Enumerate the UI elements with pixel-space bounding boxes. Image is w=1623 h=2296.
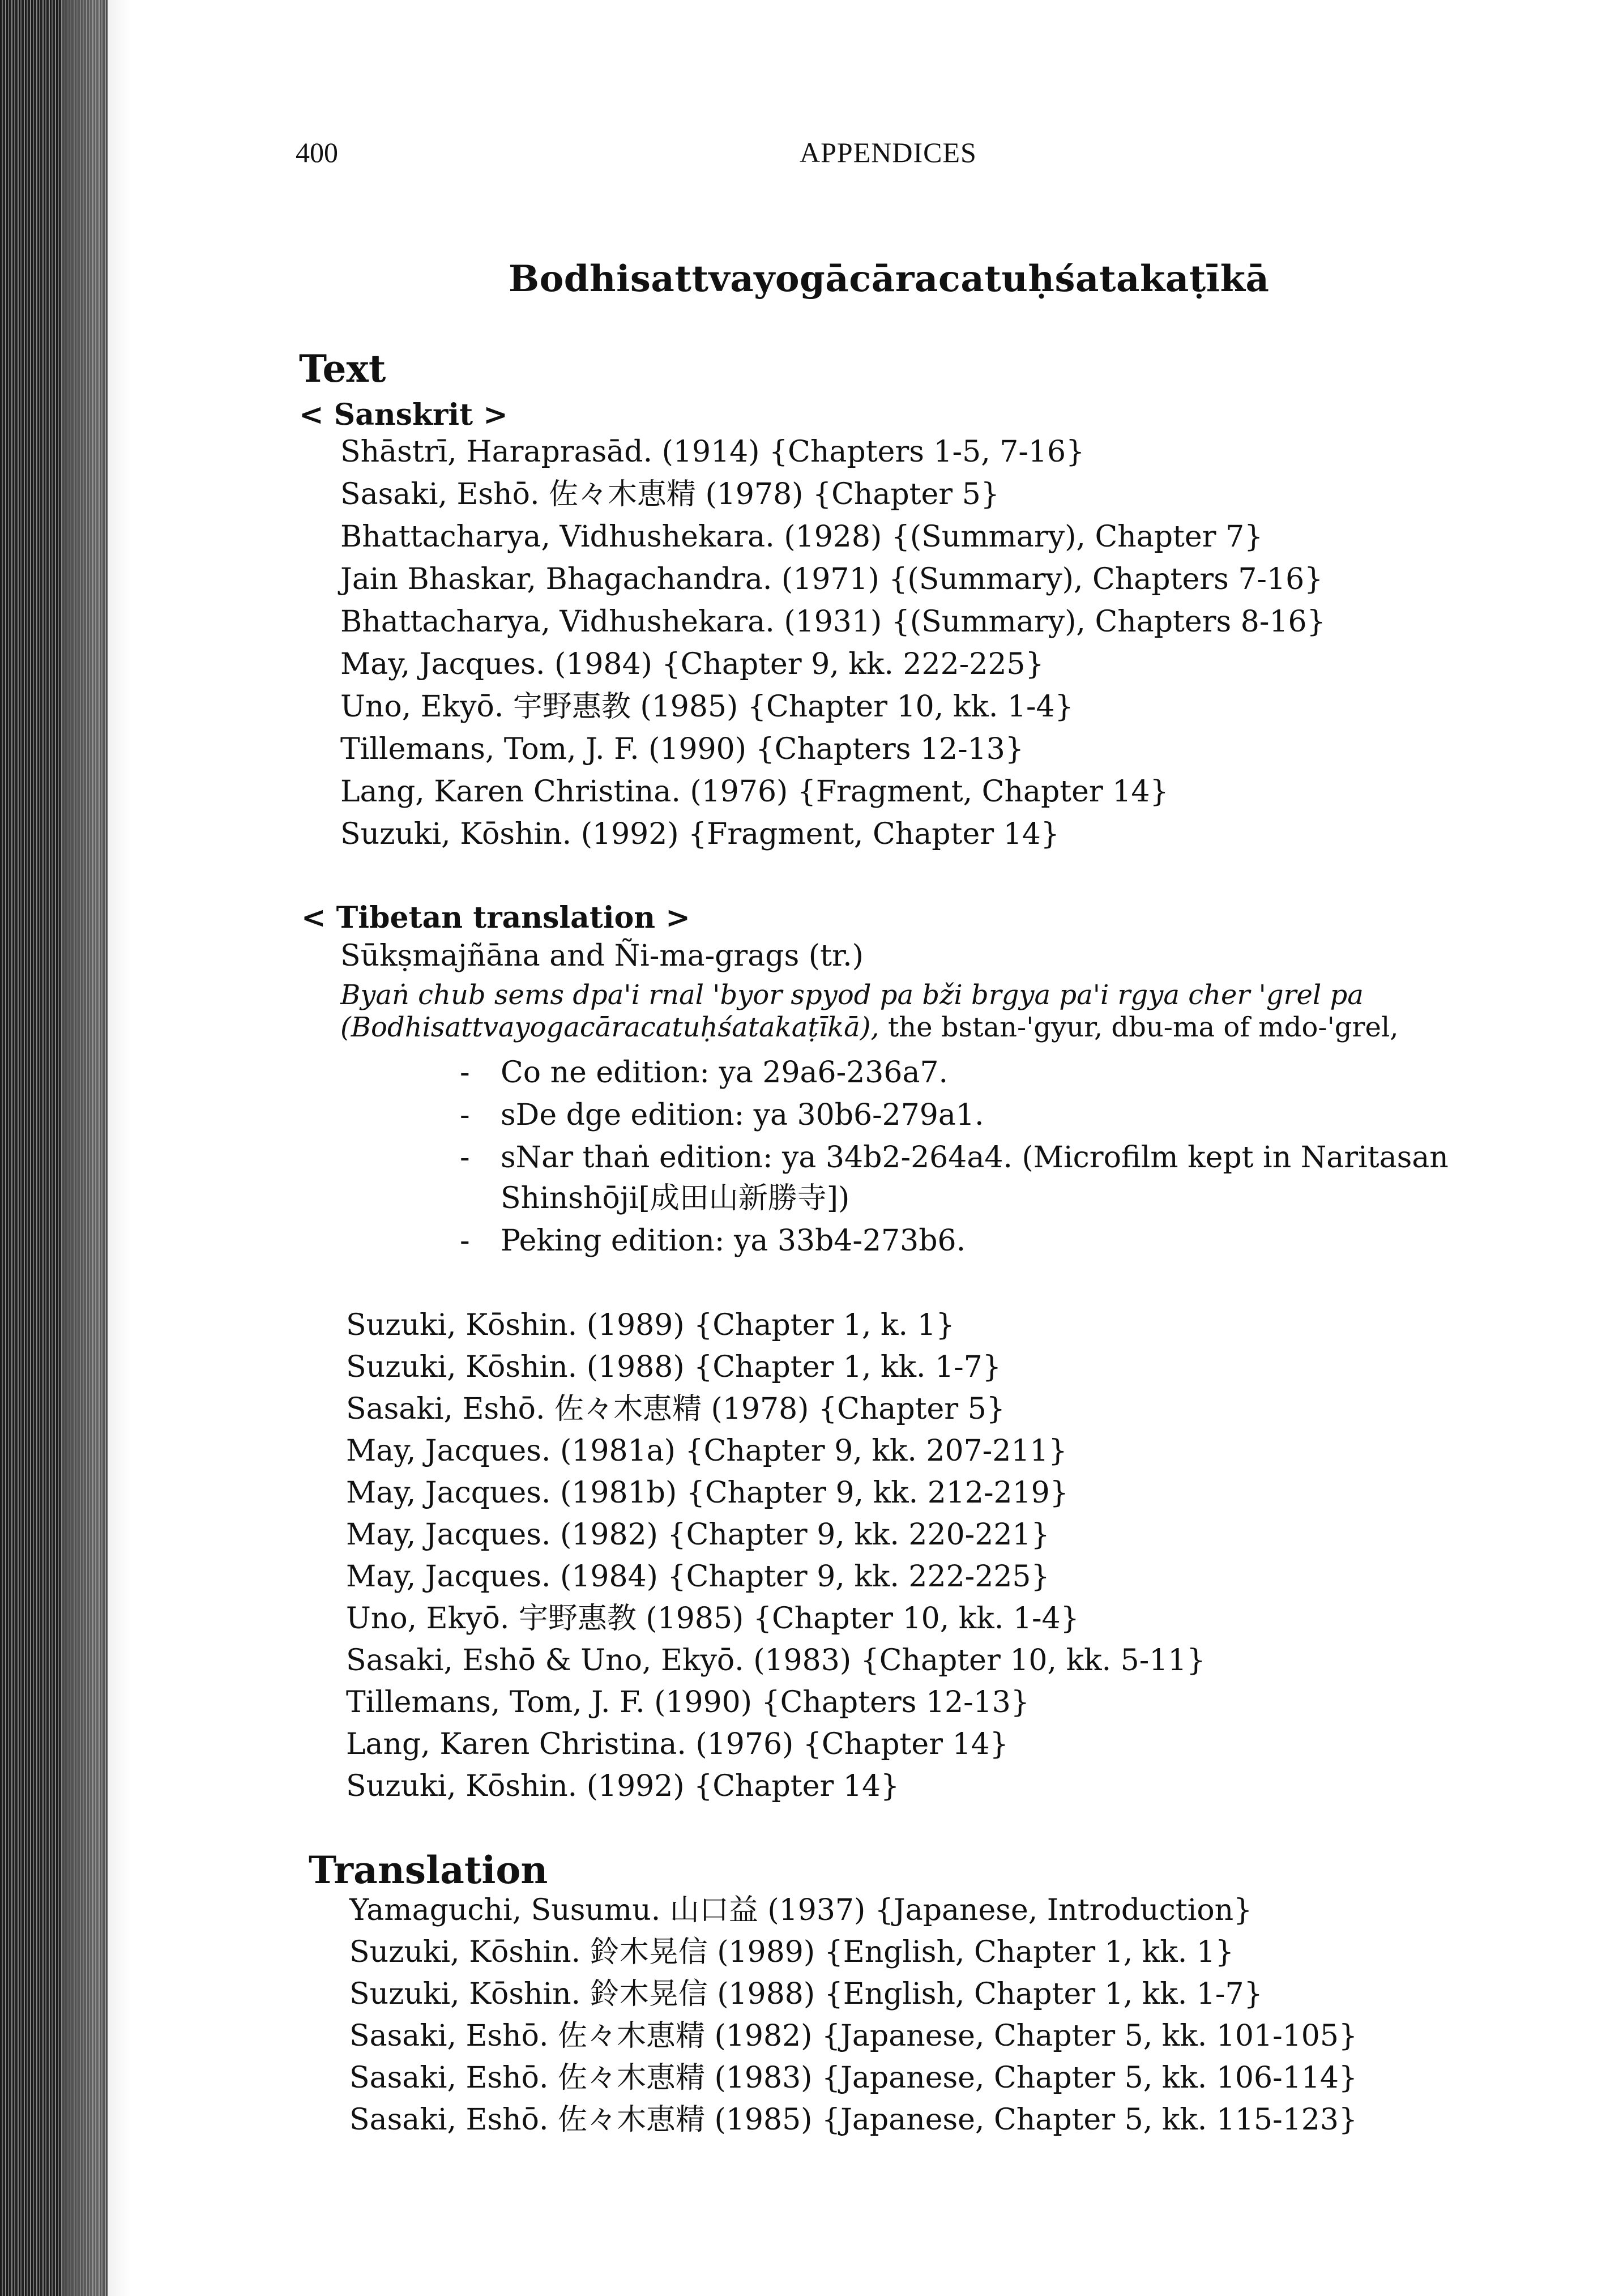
tibetan-entry: May, Jacques. (1984) {Chapter 9, kk. 222-225} [346, 1560, 1050, 1594]
edition-label: Peking edition: ya 33b4-273b6. [501, 1224, 966, 1258]
sanskrit-entry: Jain Bhaskar, Bhagachandra. (1971) {(Summary), Chapters 7-16} [340, 562, 1323, 596]
sanskrit-entry: Suzuki, Kōshin. (1992) {Fragment, Chapter 14} [340, 817, 1060, 851]
tibetan-entry: Sasaki, Eshō & Uno, Ekyō. (1983) {Chapter 10, kk. 5-11} [346, 1644, 1206, 1678]
tibetan-entry: Suzuki, Kōshin. (1988) {Chapter 1, kk. 1-7} [346, 1350, 1001, 1384]
tibetan-entry: Lang, Karen Christina. (1976) {Chapter 14} [346, 1727, 1009, 1761]
tibetan-work-title-cont [340, 1014, 1399, 1041]
edition-item: - Peking edition: ya 33b4-273b6. [460, 1224, 966, 1258]
tibetan-entry: Suzuki, Kōshin. (1992) {Chapter 14} [346, 1769, 900, 1803]
document-title: Bodhisattvayogācāracatuḥśatakaṭīkā [509, 258, 1270, 300]
edition-item: - Co ne edition: ya 29a6-236a7. [460, 1056, 949, 1090]
tibetan-entry: May, Jacques. (1982) {Chapter 9, kk. 220-221} [346, 1518, 1050, 1552]
sanskrit-subheading: < Sanskrit > [299, 398, 508, 432]
tibetan-entry: Uno, Ekyō. 宇野惠教 (1985) {Chapter 10, kk. 1-4} [346, 1602, 1079, 1636]
page-number: 400 [296, 136, 338, 168]
edition-item: - sDe dge edition: ya 30b6-279a1. [460, 1098, 984, 1132]
sanskrit-entry: Uno, Ekyō. 宇野惠教 (1985) {Chapter 10, kk. 1-4} [340, 690, 1074, 724]
sanskrit-entry: Bhattacharya, Vidhushekara. (1928) {(Summary), Chapter 7} [340, 520, 1263, 554]
edition-label: Co ne edition: ya 29a6-236a7. [501, 1056, 949, 1090]
running-header: APPENDICES [800, 136, 977, 168]
translation-entry: Sasaki, Eshō. 佐々木恵精 (1985) {Japanese, Chapter 5, kk. 115-123} [349, 2103, 1357, 2137]
tibetan-entry: May, Jacques. (1981b) {Chapter 9, kk. 212-219} [346, 1476, 1069, 1510]
tibetan-subheading: < Tibetan translation > [301, 901, 690, 935]
translation-entry: Yamaguchi, Susumu. 山口益 (1937) {Japanese, Introduction} [349, 1893, 1253, 1927]
sanskrit-entry: Tillemans, Tom, J. F. (1990) {Chapters 12-13} [340, 732, 1024, 766]
canon-reference: the bstan-'gyur, dbu-ma of mdo-'grel, [879, 1012, 1399, 1043]
sanskrit-entry: Lang, Karen Christina. (1976) {Fragment, Chapter 14} [340, 775, 1169, 809]
translation-entry: Suzuki, Kōshin. 鈴木晃信 (1989) {English, Chapter 1, kk. 1} [349, 1935, 1235, 1969]
binding-shadow [62, 0, 130, 2296]
translator-line: Sūkṣmajñāna and Ñi-ma-grags (tr.) [340, 939, 864, 973]
translation-section-heading: Translation [309, 1848, 548, 1892]
edition-label: sDe dge edition: ya 30b6-279a1. [501, 1098, 984, 1132]
tibetan-entry: Suzuki, Kōshin. (1989) {Chapter 1, k. 1} [346, 1308, 955, 1342]
edition-continuation: Shinshōji[成田山新勝寺]) [501, 1181, 850, 1215]
tibetan-entry: May, Jacques. (1981a) {Chapter 9, kk. 207-211} [346, 1434, 1067, 1468]
tibetan-entry: Tillemans, Tom, J. F. (1990) {Chapters 12-13} [346, 1685, 1030, 1719]
sanskrit-entry: Shāstrī, Haraprasād. (1914) {Chapters 1-5, 7-16} [340, 435, 1085, 469]
tibetan-entry: Sasaki, Eshō. 佐々木恵精 (1978) {Chapter 5} [346, 1392, 1005, 1426]
edition-label: sNar thaṅ edition: ya 34b2-264a4. (Microfilm kept in Naritasan [501, 1141, 1449, 1175]
translation-entry: Sasaki, Eshō. 佐々木恵精 (1982) {Japanese, Chapter 5, kk. 101-105} [349, 2019, 1357, 2053]
translation-entry: Suzuki, Kōshin. 鈴木晃信 (1988) {English, Chapter 1, kk. 1-7} [349, 1977, 1263, 2011]
edition-item: - sNar thaṅ edition: ya 34b2-264a4. (Microfilm kept in Naritasan [460, 1141, 1449, 1175]
text-section-heading: Text [299, 347, 386, 391]
translation-entry: Sasaki, Eshō. 佐々木恵精 (1983) {Japanese, Chapter 5, kk. 106-114} [349, 2061, 1357, 2095]
sanskrit-entry: Bhattacharya, Vidhushekara. (1931) {(Summary), Chapters 8-16} [340, 605, 1326, 639]
sanskrit-title-italic: (Bodhisattvayogacāracatuḥśatakaṭīkā), [340, 1012, 879, 1043]
tibetan-work-title: Byaṅ chub sems dpa'i rnal 'byor spyod pa bži brgya pa'i rgya cher 'grel pa [340, 979, 1364, 1011]
sanskrit-entry: Sasaki, Eshō. 佐々木恵精 (1978) {Chapter 5} [340, 477, 1000, 511]
sanskrit-entry: May, Jacques. (1984) {Chapter 9, kk. 222-225} [340, 647, 1044, 681]
